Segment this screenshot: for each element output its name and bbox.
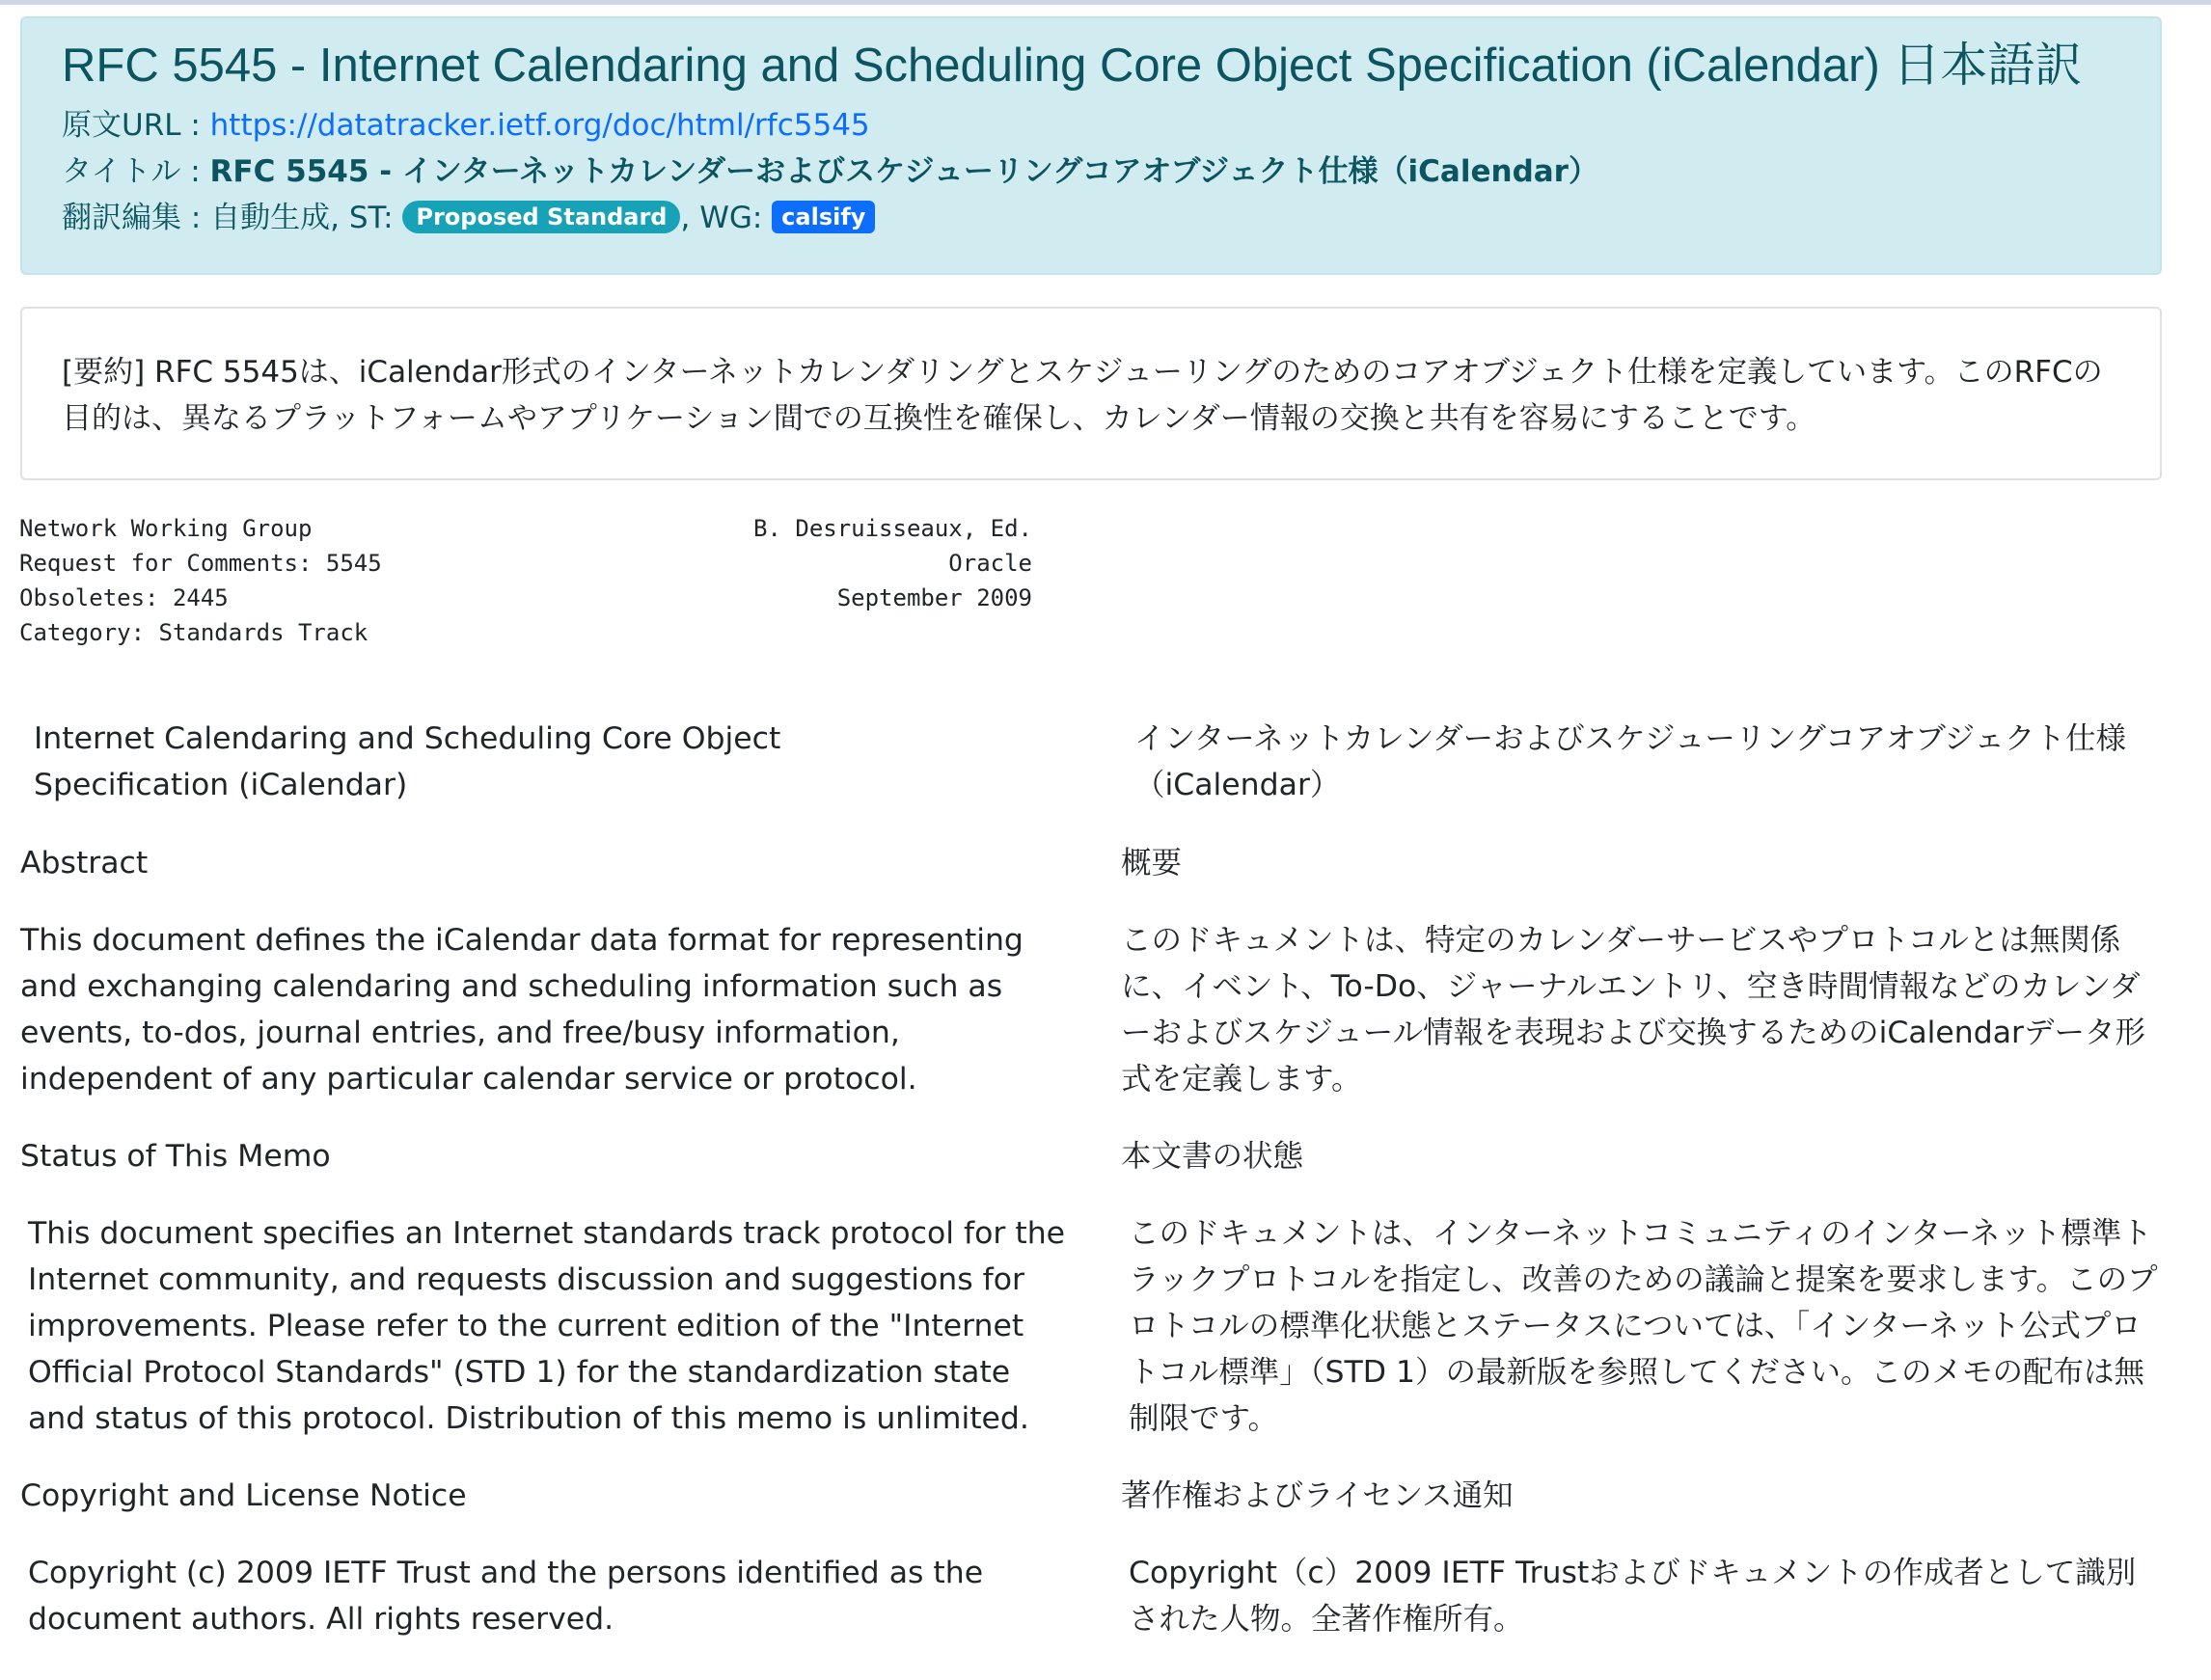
meta-left: Network Working Group [19, 515, 313, 542]
meta-left: Category: Standards Track [19, 619, 368, 646]
copyright-body-ja: Copyright（c）2009 IETF Trustおよびドキュメントの作成者として識別された人物。全著作権所有。 [1129, 1556, 2137, 1637]
copyright-body-en: Copyright (c) 2009 IETF Trust and the persons identified as the document authors. All rights reserved. [28, 1556, 984, 1637]
copyright-heading-en: Copyright and License Notice [20, 1478, 467, 1513]
meta-left: Request for Comments: 5545 [19, 550, 382, 577]
meta-right: Oracle [948, 550, 1032, 577]
status-badge[interactable]: Proposed Standard [402, 201, 680, 233]
meta-right: B. Desruisseaux, Ed. [753, 515, 1032, 542]
source-url-label: 原文URL : [62, 107, 210, 143]
abstract-body-ja: このドキュメントは、特定のカレンダーサービスやプロトコルとは無関係に、イベント、To-Do、ジャーナルエントリ、空き時間情報などのカレンダーおよびスケジュール情報を表現および交換するためのiCalendarデータ形式を定義します。 [1121, 923, 2146, 1097]
doc-title-ja: インターネットカレンダーおよびスケジューリングコアオブジェクト仕様（iCalendar） [1134, 721, 2127, 802]
abstract-heading-en: Abstract [20, 846, 149, 881]
page-title: RFC 5545 - Internet Calendaring and Scheduling Core Object Specification (iCalendar) 日本語訳 [62, 40, 2083, 92]
copyright-heading-ja: 著作権およびライセンス通知 [1121, 1478, 1514, 1513]
title-ja-label: タイトル : [62, 153, 210, 189]
source-url-link[interactable]: https://datatracker.ietf.org/doc/html/rfc5545 [209, 107, 870, 143]
status-body-ja: このドキュメントは、インターネットコミュニティのインターネット標準トラックプロトコルを指定し、改善のための議論と提案を要求します。このプロトコルの標準化状態とステータスについては、「インターネット公式プロトコル標準」（STD 1）の最新版を参照してください。このメモの配布は無制限です。 [1129, 1216, 2158, 1436]
status-heading-en: Status of This Memo [20, 1139, 331, 1174]
wg-label: , WG: [680, 200, 773, 235]
meta-left: Obsoletes: 2445 [19, 584, 229, 611]
abstract-heading-ja: 概要 [1121, 846, 1183, 881]
meta-right: September 2009 [836, 584, 1032, 611]
wg-badge[interactable]: calsify [772, 201, 875, 233]
title-ja-value: RFC 5545 - インターネットカレンダーおよびスケジューリングコアオブジェクト仕様（iCalendar） [209, 153, 1598, 189]
edit-info-label: 翻訳編集 : 自動生成, ST: [62, 200, 403, 235]
summary-text: [要約] RFC 5545は、iCalendar形式のインターネットカレンダリングとスケジューリングのためのコアオブジェクト仕様を定義しています。このRFCの目的は、異なるプラットフォームやアプリケーション間での互換性を確保し、カレンダー情報の交換と共有を容易にすることです。 [62, 355, 2103, 436]
status-heading-ja: 本文書の状態 [1121, 1139, 1304, 1174]
doc-title-en: Internet Calendaring and Scheduling Core Object Specification (iCalendar) [34, 721, 781, 802]
status-body-en: This document specifies an Internet standards track protocol for the Internet community, and requests discussion and suggestions for improvements. Please refer to the current edition of the "Internet Official Protocol Standards" (STD 1) for the standardization state and status of this protocol. Distribution of this memo is unlimited. [28, 1216, 1066, 1436]
abstract-body-en: This document defines the iCalendar data format for representing and exchanging calendaring and scheduling information such as events, to-dos, journal entries, and free/busy information, independent of any particular calendar service or protocol. [20, 923, 1024, 1097]
